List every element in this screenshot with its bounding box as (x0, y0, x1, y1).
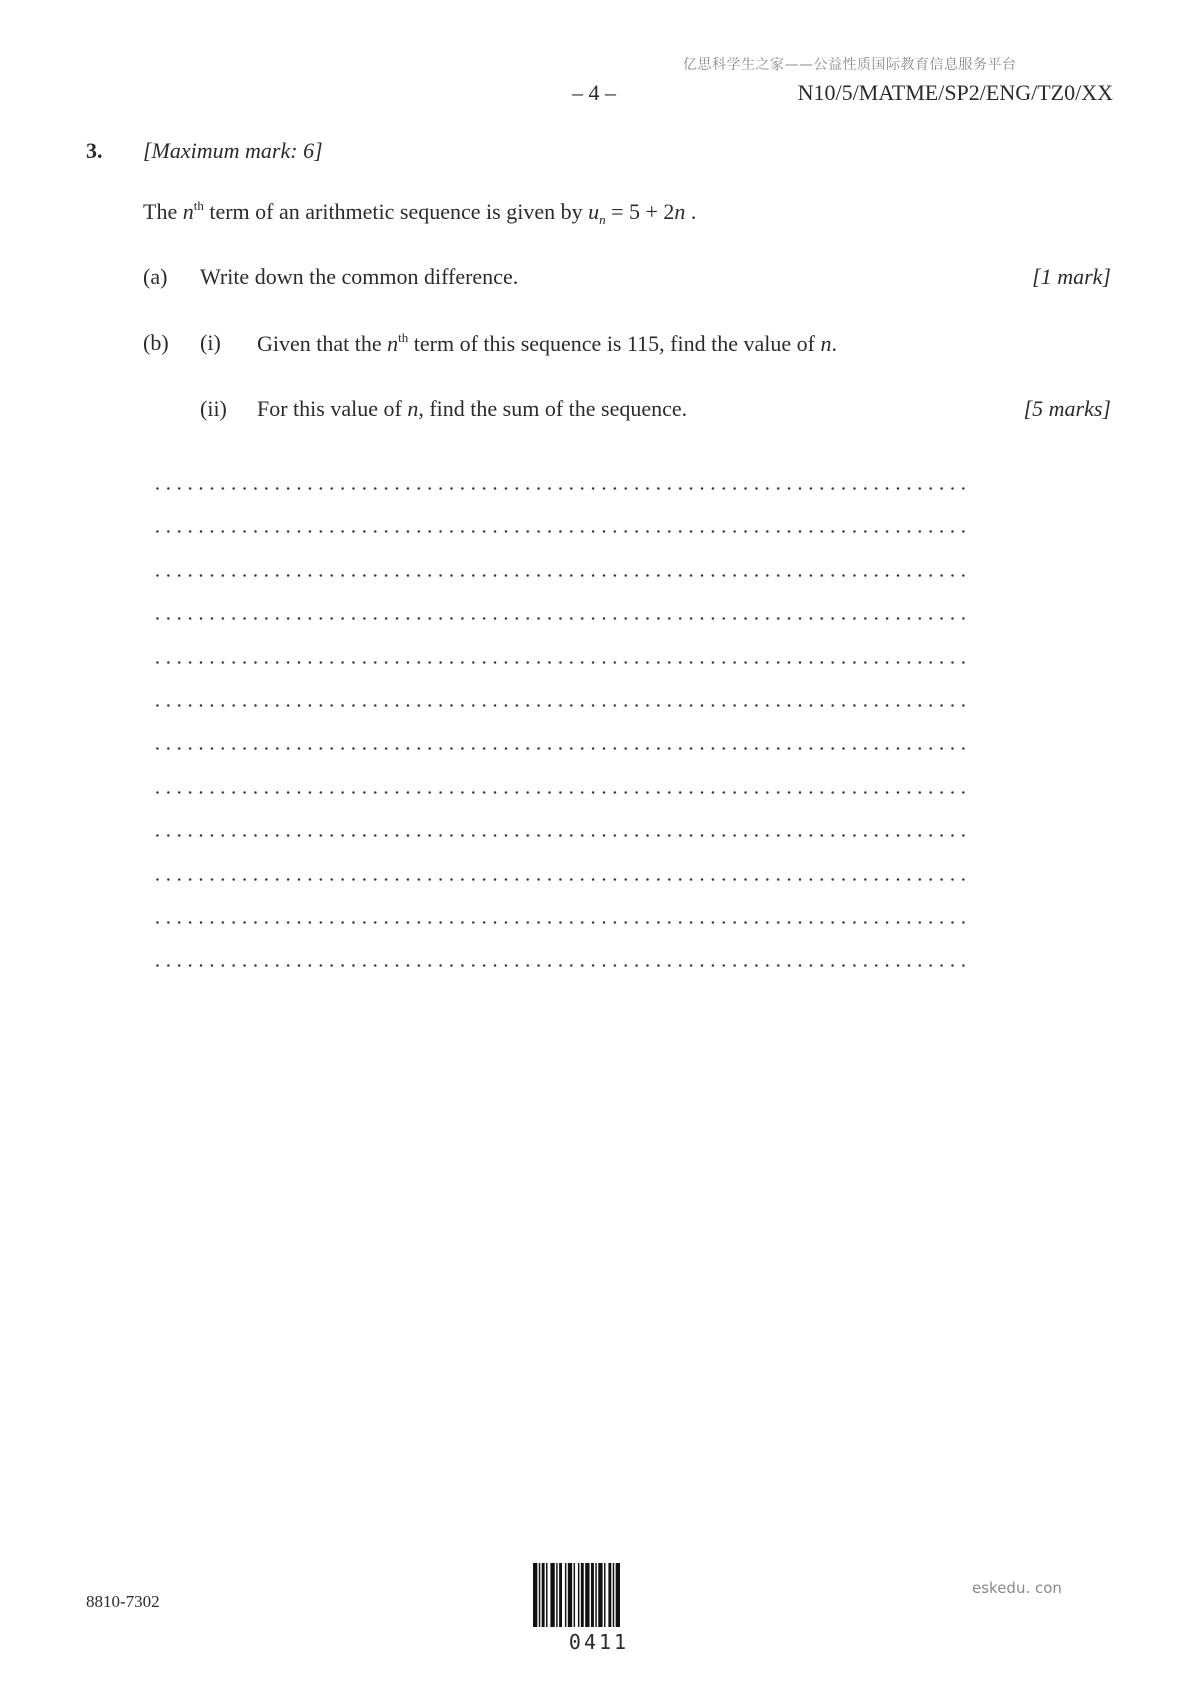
part-a-marks: [1 mark] (1032, 264, 1111, 289)
question-intro (143, 198, 696, 228)
answer-line[interactable] (152, 574, 970, 577)
question-max-mark: [Maximum mark: 6] (143, 138, 323, 163)
b-ii-n: n (407, 396, 419, 421)
page-number: – 4 – (572, 80, 616, 105)
barcode-bar (585, 1563, 589, 1627)
part-b-ii-text (257, 396, 687, 422)
answer-area[interactable] (152, 487, 970, 987)
answer-line[interactable] (152, 791, 970, 794)
barcode-bar (550, 1563, 554, 1627)
barcode-bar (598, 1563, 602, 1627)
intro-middle: term of an arithmetic sequence is given by (203, 199, 589, 224)
barcode-image (533, 1563, 665, 1629)
barcode-bar (591, 1563, 594, 1627)
barcode-number: 0411 (568, 1630, 630, 1654)
part-b-i-label: (i) (200, 330, 221, 355)
answer-line[interactable] (152, 921, 970, 924)
barcode-bar (565, 1563, 566, 1627)
b-i-middle: term of this sequence is 115, find the value of (408, 331, 821, 356)
intro-n: n (182, 199, 194, 224)
b-i-end: . (831, 331, 837, 356)
answer-line[interactable] (152, 661, 970, 664)
question-number: 3. (86, 138, 103, 163)
part-b-label: (b) (143, 330, 169, 355)
part-b-ii-label: (ii) (200, 396, 227, 421)
barcode-bar (595, 1563, 596, 1627)
b-i-n2: n (820, 331, 832, 356)
barcode-bar (542, 1563, 545, 1627)
barcode-bar (613, 1563, 614, 1627)
answer-line[interactable] (152, 834, 970, 837)
intro-u: u (588, 199, 600, 224)
barcode-bar (616, 1563, 620, 1627)
paper-code: N10/5/MATME/SP2/ENG/TZ0/XX (797, 80, 1113, 105)
barcode-bar (546, 1563, 547, 1627)
answer-line[interactable] (152, 487, 970, 490)
barcode-bar (568, 1563, 572, 1627)
b-ii-prefix: For this value of (257, 396, 408, 421)
watermark-bottom: eskedu. con (972, 1579, 1062, 1597)
answer-line[interactable] (152, 617, 970, 620)
part-a-label: (a) (143, 264, 168, 289)
barcode-bar (533, 1563, 537, 1627)
barcode-bar (581, 1563, 584, 1627)
b-ii-suffix: , find the sum of the sequence. (418, 396, 688, 421)
barcode-bar (556, 1563, 557, 1627)
barcode-bar (559, 1563, 562, 1627)
answer-line[interactable] (152, 747, 970, 750)
barcode-bar (574, 1563, 575, 1627)
part-a-text: Write down the common difference. (200, 264, 519, 289)
b-i-th: th (398, 330, 409, 345)
intro-prefix: The (143, 199, 183, 224)
part-b-i-text (257, 330, 837, 357)
barcode-bar (604, 1563, 605, 1627)
answer-line[interactable] (152, 878, 970, 881)
footer-code: 8810-7302 (86, 1592, 160, 1611)
barcode-bar (539, 1563, 540, 1627)
intro-end: . (685, 199, 697, 224)
intro-sub-n: n (599, 212, 606, 227)
intro-eq-n: n (674, 199, 686, 224)
intro-th: th (193, 198, 204, 213)
barcode-bar (578, 1563, 579, 1627)
b-i-prefix: Given that the (257, 331, 388, 356)
watermark-top: 亿思科学生之家——公益性质国际教育信息服务平台 (683, 57, 1017, 73)
barcode-bar (608, 1563, 611, 1627)
answer-line[interactable] (152, 704, 970, 707)
part-b-marks: [5 marks] (1023, 396, 1111, 421)
intro-equation: = 5 + 2 (605, 199, 675, 224)
b-i-n: n (387, 331, 399, 356)
answer-line[interactable] (152, 964, 970, 967)
answer-line[interactable] (152, 530, 970, 533)
